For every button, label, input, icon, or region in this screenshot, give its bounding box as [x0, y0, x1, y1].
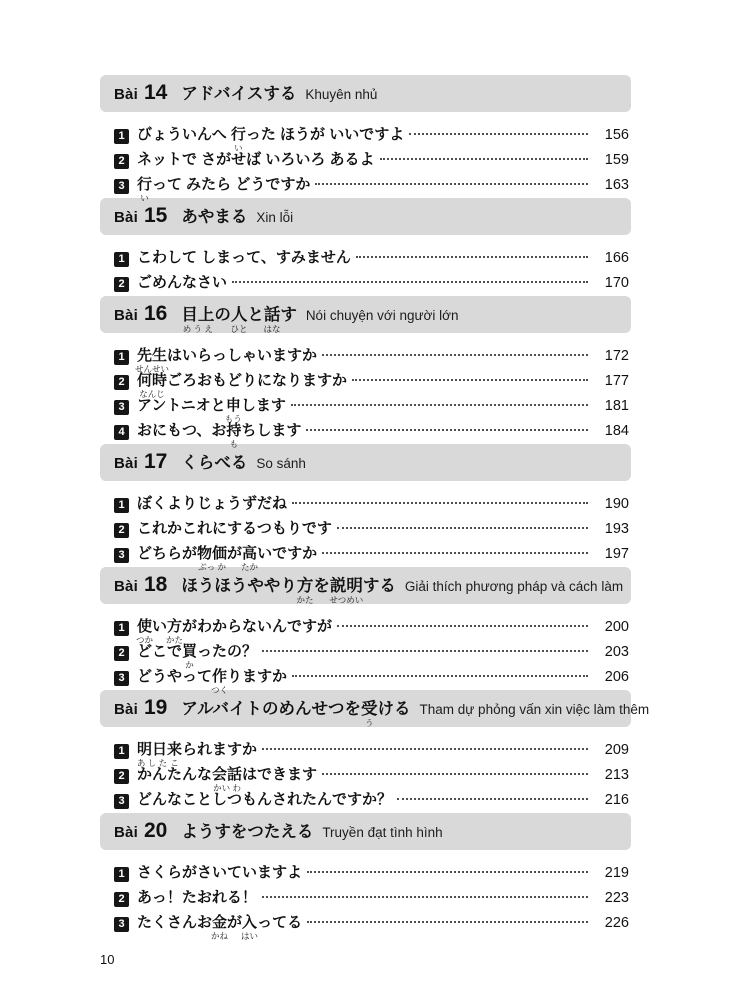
- lesson-title-jp: ほうほうややり方 かた を説明 せつめい する: [181, 577, 396, 605]
- toc-entry: [114, 738, 629, 768]
- entry-number-badge: 2: [114, 375, 129, 390]
- entry-page-number: 206: [604, 669, 629, 685]
- dotted-leader: [262, 650, 588, 652]
- entry-number-badge: 3: [114, 179, 129, 194]
- dotted-leader: [409, 133, 588, 135]
- dotted-leader: [306, 429, 588, 431]
- toc-entry: [114, 886, 629, 906]
- lesson-label: Bài: [114, 701, 138, 718]
- entry-number-badge: 4: [114, 425, 129, 440]
- dotted-leader: [291, 404, 588, 406]
- entry-number-badge: 3: [114, 671, 129, 686]
- lesson-number: 18: [143, 573, 168, 596]
- lesson-label: Bài: [114, 824, 138, 841]
- entry-number-badge: 3: [114, 794, 129, 809]
- lesson-subtitle-vi: Truyền đạt tình hình: [322, 825, 443, 840]
- toc-entry: [114, 123, 629, 153]
- toc-entry: [114, 246, 629, 266]
- dotted-leader: [322, 552, 588, 554]
- lesson-section-17: [100, 444, 631, 572]
- entry-title: アントニオと申 もう します: [137, 397, 286, 424]
- entry-title: 先生 せんせい はいらっしゃいますか: [134, 347, 318, 374]
- lesson-label: Bài: [114, 86, 138, 103]
- lesson-label: Bài: [114, 209, 138, 226]
- entry-list: [100, 235, 631, 291]
- entry-number-badge: 2: [114, 154, 129, 169]
- dotted-leader: [352, 379, 588, 381]
- toc-entry: [114, 640, 629, 670]
- entry-title: 行 い って みたら どうですか: [137, 176, 311, 203]
- entry-title: 明日 あ し た 来 こ られますか: [136, 741, 258, 768]
- dotted-leader: [356, 256, 588, 258]
- entry-list: [100, 333, 631, 449]
- entry-title: ぼくよりじょうずだね: [137, 495, 288, 512]
- lesson-subtitle-vi: Xin lỗi: [256, 210, 294, 225]
- entry-title: どちらが物価 ぶっ か が高 たか いですか: [137, 545, 318, 572]
- footer-page-number: 10: [100, 952, 115, 967]
- lesson-number: 14: [143, 81, 168, 104]
- entry-number-badge: 2: [114, 769, 129, 784]
- lesson-header: [100, 296, 631, 333]
- entry-page-number: 223: [604, 890, 629, 906]
- lesson-number: 16: [143, 302, 168, 325]
- entry-title: かんたんな会話 かい わ はできます: [137, 766, 318, 793]
- entry-page-number: 190: [604, 496, 629, 512]
- toc-entry: [114, 394, 629, 424]
- lesson-section-15: [100, 198, 631, 291]
- entry-page-number: 203: [604, 644, 629, 660]
- dotted-leader: [232, 281, 588, 283]
- lesson-section-19: [100, 690, 650, 808]
- toc-entry: [114, 763, 629, 793]
- lesson-label: Bài: [114, 455, 138, 472]
- toc-entry: [114, 542, 629, 572]
- lesson-section-16: [100, 296, 631, 449]
- entry-page-number: 193: [604, 521, 629, 537]
- entry-page-number: 163: [604, 177, 629, 193]
- entry-title: どうやって作 つく りますか: [137, 668, 288, 695]
- lesson-title-jp: アルバイトのめんせつを受 う ける: [181, 700, 411, 728]
- toc-entry: [114, 271, 629, 291]
- entry-number-badge: 2: [114, 892, 129, 907]
- entry-page-number: 181: [604, 398, 629, 414]
- lesson-label: Bài: [114, 578, 138, 595]
- entry-number-badge: 3: [114, 400, 129, 415]
- entry-list: [100, 604, 631, 695]
- entry-title: あっ！たおれる！: [137, 889, 257, 906]
- entry-page-number: 213: [604, 767, 629, 783]
- entry-page-number: 219: [604, 865, 629, 881]
- dotted-leader: [307, 921, 588, 923]
- dotted-leader: [307, 871, 588, 873]
- dotted-leader: [380, 158, 588, 160]
- entry-number-badge: 2: [114, 523, 129, 538]
- lesson-title-jp: あやまる: [181, 208, 248, 226]
- dotted-leader: [337, 625, 588, 627]
- entry-list: [100, 727, 631, 808]
- toc-entry: [114, 173, 629, 203]
- entry-title: 使 つか い方 かた がわからないんですが: [135, 618, 333, 645]
- lesson-title-jp: ようすをつたえる: [181, 823, 314, 841]
- entry-number-badge: 1: [114, 867, 129, 882]
- lesson-section-20: [100, 813, 631, 941]
- entry-number-badge: 2: [114, 646, 129, 661]
- entry-number-badge: 1: [114, 129, 129, 144]
- lesson-title-jp: 目上 め う え の人 ひと と話 はな す: [181, 306, 297, 334]
- entry-number-badge: 1: [114, 252, 129, 267]
- entry-page-number: 172: [604, 348, 629, 364]
- lesson-header: [100, 690, 650, 728]
- entry-page-number: 170: [604, 275, 629, 291]
- lesson-section-18: [100, 567, 631, 695]
- lesson-header: [100, 813, 631, 850]
- lesson-title-jp: くらべる: [181, 454, 248, 472]
- dotted-leader: [262, 748, 588, 750]
- entry-number-badge: 1: [114, 498, 129, 513]
- entry-title: びょういんへ 行 い った ほうが いいですよ: [137, 126, 405, 153]
- entry-title: おにもつ、お持 も ちします: [137, 422, 302, 449]
- entry-number-badge: 1: [114, 350, 129, 365]
- lesson-subtitle-vi: Giải thích phương pháp và cách làm: [404, 579, 624, 594]
- dotted-leader: [397, 798, 588, 800]
- entry-page-number: 216: [604, 792, 629, 808]
- lesson-header: [100, 198, 631, 235]
- toc-entry: [114, 911, 629, 941]
- entry-page-number: 159: [604, 152, 629, 168]
- lesson-number: 17: [143, 450, 168, 473]
- entry-title: ネットで さがせば いろいろ あるよ: [137, 151, 375, 168]
- lesson-header: [100, 567, 631, 604]
- entry-page-number: 177: [604, 373, 629, 389]
- toc-entry: [114, 517, 629, 537]
- lesson-header: [100, 444, 631, 481]
- lesson-subtitle-vi: Khuyên nhủ: [305, 87, 378, 102]
- entry-page-number: 156: [604, 127, 629, 143]
- toc-entry: [114, 492, 629, 512]
- entry-page-number: 209: [604, 742, 629, 758]
- toc-entry: [114, 788, 629, 808]
- lesson-subtitle-vi: Tham dự phỏng vấn xin việc làm thêm: [419, 702, 650, 717]
- entry-list: [100, 850, 631, 941]
- entry-list: [100, 481, 631, 572]
- entry-list: [100, 112, 631, 203]
- entry-number-badge: 2: [114, 277, 129, 292]
- dotted-leader: [315, 183, 588, 185]
- toc-entry: [114, 344, 629, 374]
- dotted-leader: [262, 896, 588, 898]
- entry-page-number: 184: [604, 423, 629, 439]
- entry-page-number: 200: [604, 619, 629, 635]
- dotted-leader: [292, 502, 588, 504]
- lesson-subtitle-vi: So sánh: [256, 456, 306, 471]
- lesson-section-14: [100, 75, 631, 203]
- entry-title: たくさんお金 かね が入 はい ってる: [137, 914, 303, 941]
- toc-entry: [114, 419, 629, 449]
- dotted-leader: [337, 527, 588, 529]
- entry-title: どこで買 か ったの？: [137, 643, 258, 670]
- lesson-title-jp: アドバイスする: [181, 85, 297, 103]
- entry-page-number: 197: [604, 546, 629, 562]
- entry-title: これかこれにするつもりです: [137, 520, 332, 537]
- entry-number-badge: 3: [114, 548, 129, 563]
- dotted-leader: [322, 773, 588, 775]
- toc-entry: [114, 369, 629, 399]
- dotted-leader: [292, 675, 588, 677]
- toc-entry: [114, 861, 629, 881]
- entry-title: さくらがさいていますよ: [137, 864, 303, 881]
- entry-title: こわして しまって、すみません: [137, 249, 351, 266]
- lesson-number: 19: [143, 696, 168, 719]
- toc-entry: [114, 148, 629, 168]
- entry-title: 何時 なんじ ごろおもどりになりますか: [137, 372, 348, 399]
- entry-number-badge: 3: [114, 917, 129, 932]
- entry-page-number: 226: [604, 915, 629, 931]
- toc-entry: [114, 615, 629, 645]
- lesson-header: [100, 75, 631, 112]
- lesson-label: Bài: [114, 307, 138, 324]
- entry-number-badge: 1: [114, 744, 129, 759]
- dotted-leader: [322, 354, 588, 356]
- entry-title: どんなことしつもんされたんですか？: [137, 791, 393, 808]
- lesson-subtitle-vi: Nói chuyện với người lớn: [305, 308, 459, 323]
- lesson-number: 15: [143, 204, 168, 227]
- entry-number-badge: 1: [114, 621, 129, 636]
- entry-page-number: 166: [604, 250, 629, 266]
- entry-title: ごめんなさい: [137, 274, 228, 291]
- lesson-number: 20: [143, 819, 168, 842]
